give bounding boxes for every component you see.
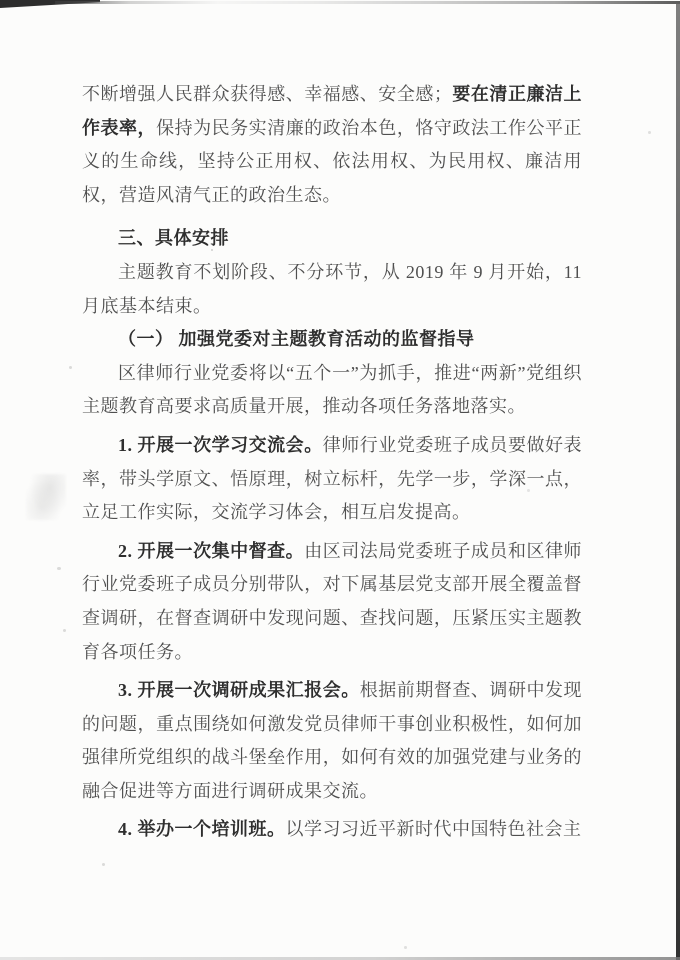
item-body-text: 律师行业党委班子成员要做好表率，带头学原文、悟原理，树立标杆，先学一步，学深一点，立足工作实际，交流学习体会，相互启发提高。 — [82, 434, 583, 523]
paragraph-continuation — [82, 78, 582, 212]
scan-noise-speck — [57, 567, 61, 570]
paragraph-item-4 — [82, 813, 582, 847]
scan-artifact-top-edge-line — [55, 1, 680, 4]
scan-noise-speck — [404, 946, 407, 949]
scan-noise-speck — [648, 131, 651, 134]
bold-emphasis-text: 要在清正廉洁上作表率， — [82, 84, 583, 138]
paragraph-text: 不断增强人民群众获得感、幸福感、安全感； — [82, 84, 453, 104]
scan-noise-speck — [102, 863, 105, 866]
paragraph-text: 保持为民务实清廉的政治本色，恪守政法工作公平正义的生命线，坚持公正用权、依法用权、为民用权、廉洁用权，营造风清气正的政治生态。 — [82, 117, 582, 205]
paragraph-item-3 — [82, 674, 582, 808]
scan-noise-speck — [69, 366, 72, 369]
scan-artifact-right-edge-line — [676, 3, 680, 960]
section-heading-level2: （一） 加强党委对主题教育活动的监督指导 — [118, 329, 475, 350]
item-body-text: 由区司法局党委班子成员和区律师行业党委班子成员分别带队，对下属基层党支部开展全覆盖督查调研，在督查调研中发现问题、查找问题，压紧压实主题教育各项任务。 — [82, 540, 583, 662]
scan-artifact-smudge — [26, 474, 66, 520]
paragraph-schedule: 主题教育不划阶段、不分环节，从 2019 年 9 月开始，11 月底基本结束。 — [82, 261, 582, 316]
item-lead-text: 1. 开展一次学习交流会。 — [118, 434, 323, 455]
paragraph-item-2 — [82, 535, 582, 669]
item-body-text: 以学习习近平新时代中国特色社会主 — [285, 819, 582, 840]
scan-noise-speck — [63, 629, 66, 632]
item-body-text: 根据前期督查、调研中发现的问题，重点围绕如何激发党员律师干事创业积极性，如何加强律所党组织的战斗堡垒作用，如何有效的加强党建与业务的融合促进等方面进行调研成果交流。 — [82, 680, 583, 801]
item-lead-text: 4. 举办一个培训班。 — [118, 819, 286, 840]
paragraph-item-1 — [82, 429, 582, 530]
paragraph-overview: 区律师行业党委将以“五个一”为抓手，推进“两新”党组织主题教育高要求高质量开展，推动各项任务落地落实。 — [82, 362, 582, 417]
section-heading-level1: 三、具体安排 — [118, 228, 229, 249]
document-body — [82, 78, 582, 847]
item-lead-text: 2. 开展一次集中督查。 — [118, 540, 305, 561]
item-lead-text: 3. 开展一次调研成果汇报会。 — [118, 680, 360, 701]
